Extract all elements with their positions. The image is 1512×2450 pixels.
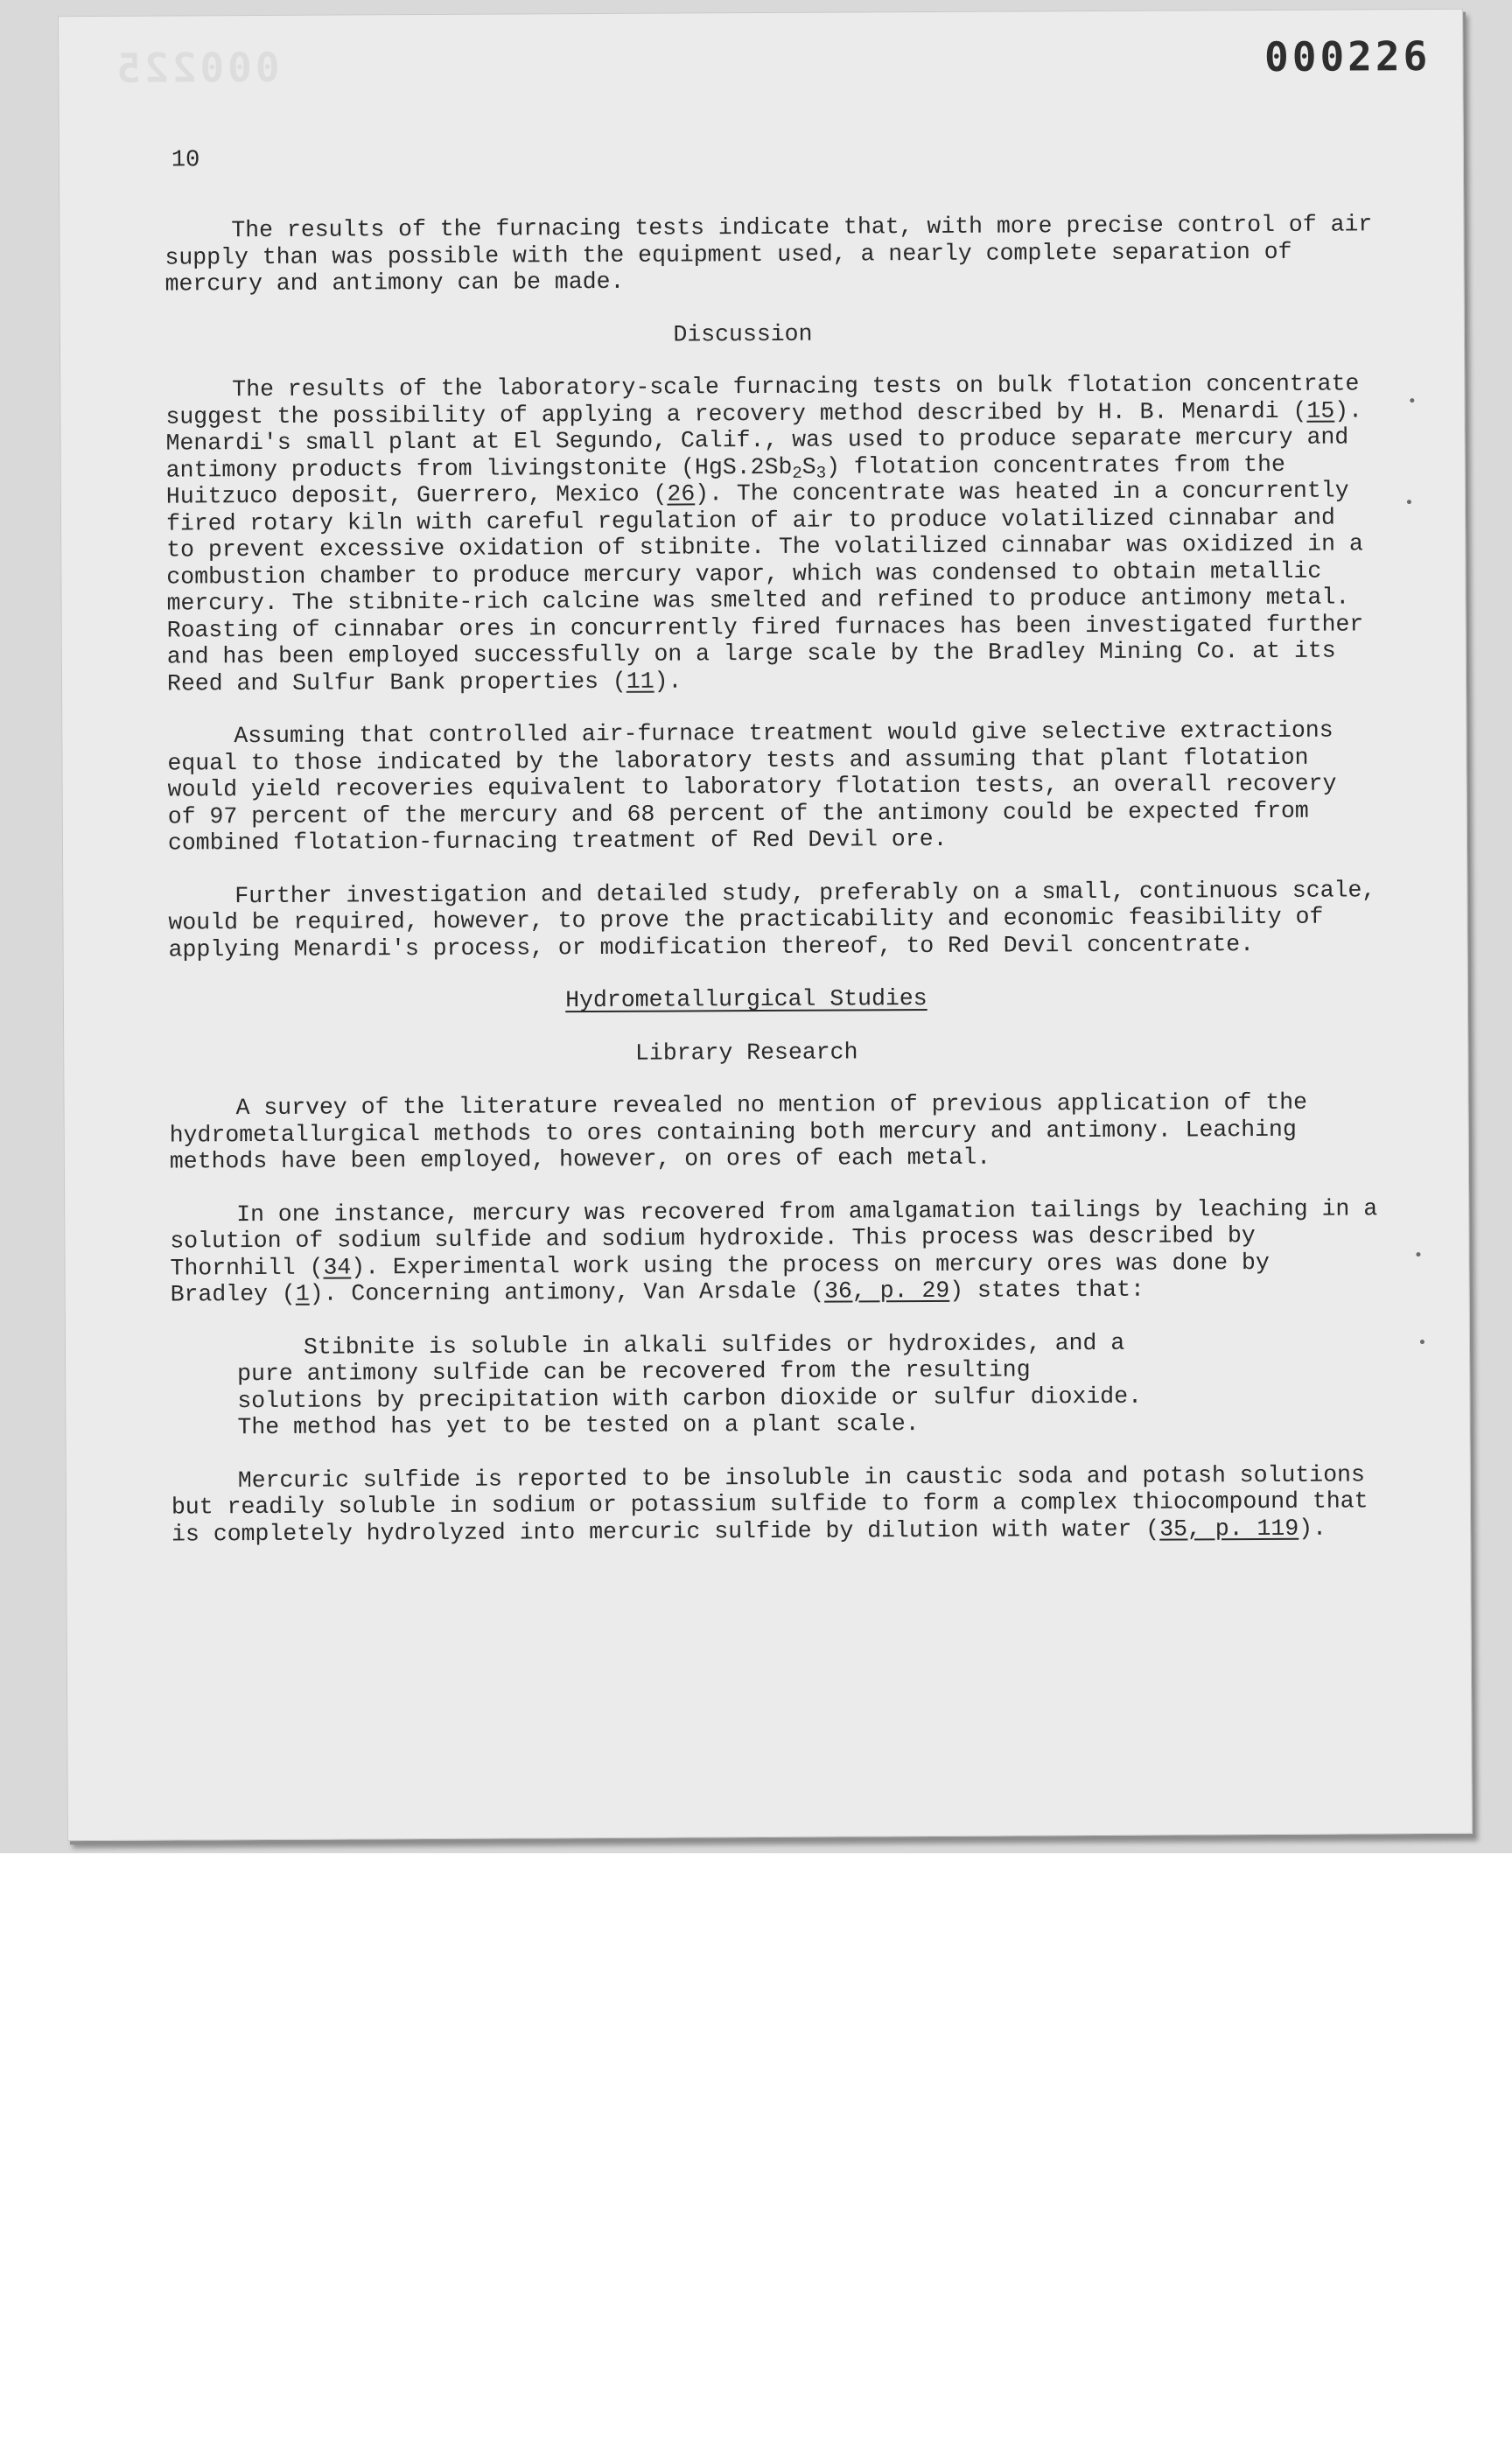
paragraph-leaching-instance: In one instance, mercury was recovered from amalgamation tailings by leaching in a solution of sodium sulfide and sodium hydroxide. This process was described by Thornhill (34). Experimental work using the process on mercury ores was done by Bradley (1). Concerning antimony, Van Arsdale (36, p. 29) states that: (170, 1194, 1392, 1308)
paragraph-further-investigation: Further investigation and detailed study, preferably on a small, continuous scale, would be required, however, to prove the practicability and economic feasibility of applying Menardi's process, or modification thereof, to Red Devil concentrate. (168, 876, 1390, 963)
paragraph-literature-survey: A survey of the literature revealed no mention of previous application of the hydrometallurgical methods to ores containing both mercury and antimony. Leaching methods have been employed, however, on ores of each metal. (169, 1088, 1322, 1175)
paragraph-overall-recovery: Assuming that controlled air-furnace treatment would give selective extractions equal to those indicated by the laboratory tests and assuming that plant flotation would yield recoveries equivalent to laboratory flotation tests, an overall recovery of 97 percent of the mercury and 68 percent of the antimony could be expected from combined flotation-furnacing treatment of Red Devil ore. (167, 717, 1351, 857)
reference-34: 34 (323, 1253, 352, 1281)
stamp-number: 000226 (1264, 32, 1432, 80)
heading-hydrometallurgical-studies: Hydrometallurgical Studies (565, 985, 928, 1014)
paragraph-menardi-method: The results of the laboratory-scale furnacing tests on bulk flotation concentrate suggest the possibility of applying a recovery method described by H. B. Menardi (15). Menardi's small plant at El Segundo, Calif., was used to produce separate mercury and antimony products from livingstonite $(HgS.2Sb_2S_3)$ flotation concentrates from the Huitzuco deposit, Guerrero, Mexico (26). The concentrate was heated in a concurrently fired rotary kiln with careful regulation of air to produce volatilized cinnabar and to prevent excessive oxidation of stibnite. The volatilized cinnabar was oxidized in a combustion chamber to produce mercury vapor, which was condensed to obtain metallic mercury. The stibnite-rich calcine was smelted and refined to produce antimony metal. Roasting of cinnabar ores in concurrently fired furnaces has been investigated further and has been employed successfully on a large scale by the Bradley Mining Co. at its Reed and Sulfur Bank properties (11). (165, 370, 1378, 697)
document-page (58, 9, 1473, 1841)
ghost-stamp-number: 000225 (113, 43, 280, 92)
heading-library-research: Library Research (634, 1038, 858, 1067)
scan-speck (1420, 1340, 1424, 1344)
reference-26: 26 (667, 480, 696, 508)
heading-discussion: Discussion (673, 320, 813, 348)
reference-35: 35, p. 119 (1159, 1515, 1299, 1543)
scan-speck (1410, 398, 1414, 402)
paragraph-furnacing-results: The results of the furnacing tests indicate that, with more precise control of air supply than was possible with the equipment used, a nearly complete separation of mercury and antimony can be made. (164, 211, 1387, 298)
reference-11: 11 (626, 668, 654, 695)
paragraph-mercuric-sulfide: Mercuric sulfide is reported to be insoluble in caustic soda and potash solutions but readily soluble in sodium or potassium sulfide to form a complex thiocompound that is completely hydrolyzed into mercuric sulfide by dilution with water (35, p. 119). (171, 1460, 1382, 1548)
scan-speck (1407, 500, 1411, 504)
reference-1: 1 (295, 1280, 310, 1307)
reference-15: 15 (1306, 397, 1335, 424)
page-number: 10 (171, 147, 200, 174)
reference-36: 36, p. 29 (824, 1277, 950, 1305)
scan-speck (1416, 1252, 1420, 1256)
block-quote-van-arsdale: Stibnite is soluble in alkali sulfides or hydroxides, and a pure antimony sulfide can be recovered from the resulting solutions by precipitation with carbon dioxide or sulfur dioxide. The method has yet to be tested on a plant scale. (237, 1329, 1156, 1441)
body-text (164, 211, 1392, 1573)
